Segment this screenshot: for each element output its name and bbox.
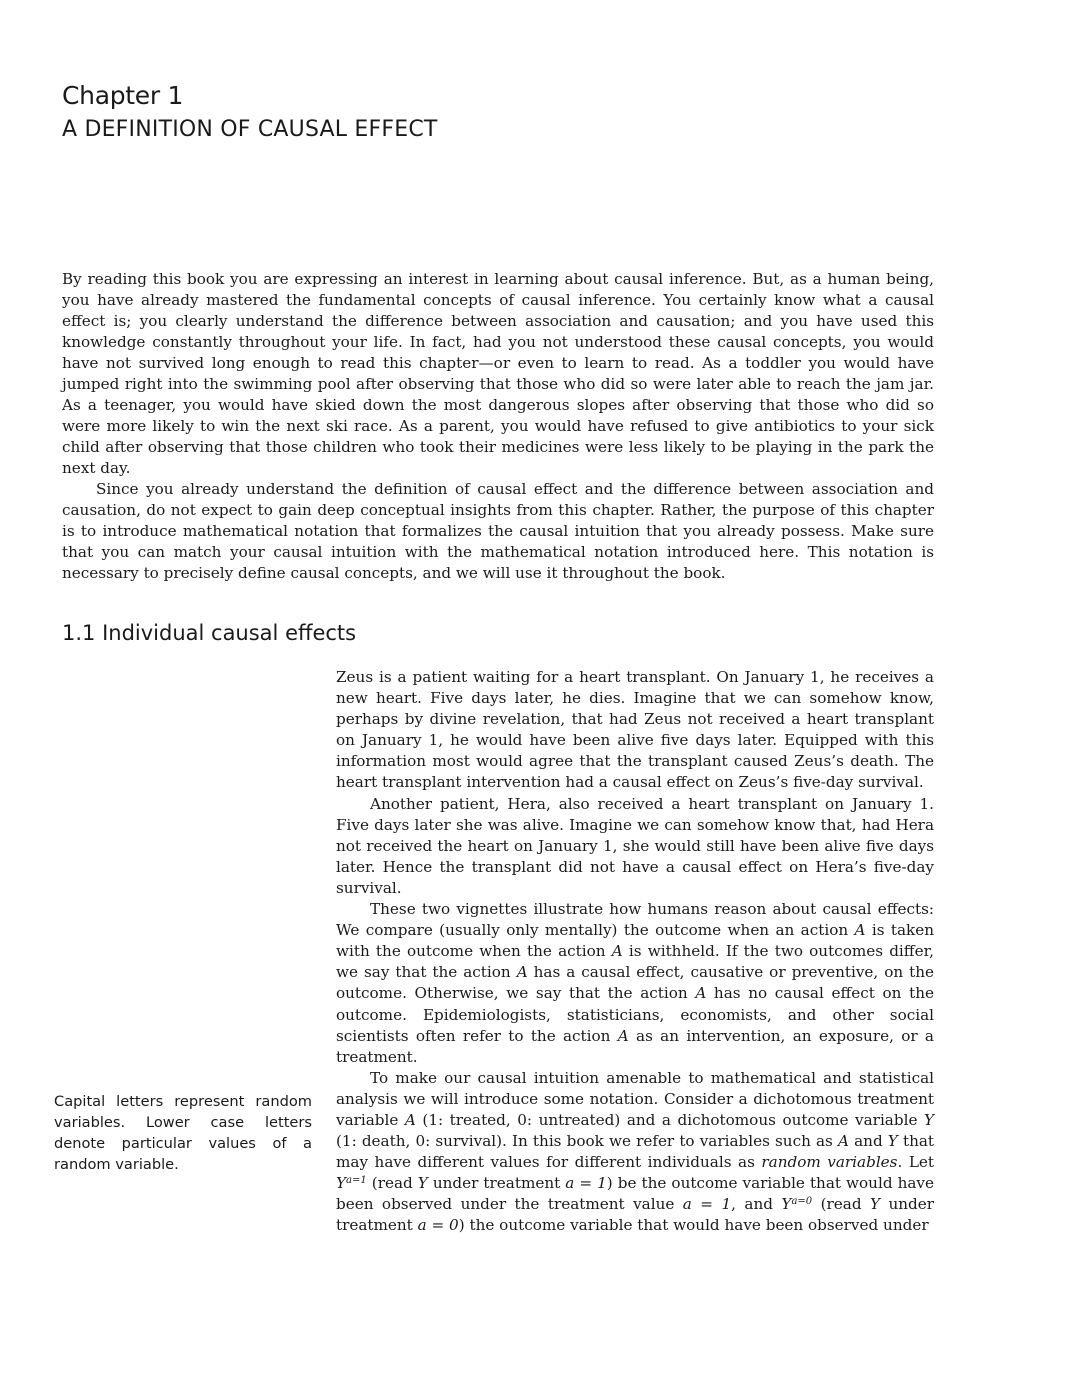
text-run: These two vignettes illustrate how humans reason about causal effects: We compare (usually only mentally) the outcome when an action bbox=[336, 900, 934, 940]
math-symbol: A bbox=[404, 1110, 416, 1129]
body-paragraph-3 bbox=[336, 899, 934, 1068]
text-run: , and bbox=[731, 1195, 782, 1214]
text-run: To make our causal intuition amenable to mathematical and statistical analysis we will introduce some notation. Consider a dichotomous treatment variable bbox=[336, 1068, 934, 1129]
section-title: 1.1 Individual causal effects bbox=[62, 621, 357, 645]
body-paragraph-4 bbox=[336, 1068, 934, 1237]
text-run: (1: death, 0: survival). In this book we refer to variables such as bbox=[336, 1132, 838, 1151]
text-run: is withheld. If the two outcomes differ, we say that the action bbox=[336, 942, 934, 982]
body-paragraph-1: Zeus is a patient waiting for a heart transplant. On January 1, he receives a new heart. Five days later, he dies. Imagine that we can somehow know, perhaps by divine revelation, that had Zeus not received a heart transplant on January 1, he would have been alive five days later. Equipped with this information most would agree that the transplant caused Zeus’s death. The heart transplant intervention had a causal effect on Zeus’s five-day survival. bbox=[336, 668, 934, 792]
text-run: ) be the outcome variable that would have been observed under the treatment value bbox=[336, 1174, 934, 1214]
text-run: has a causal effect, causative or preventive, on the outcome. Otherwise, we say that the action bbox=[336, 963, 935, 1003]
text-run: under treatment bbox=[427, 1174, 566, 1193]
math-symbol: A bbox=[838, 1132, 849, 1151]
math-superscript: a=1 bbox=[346, 1175, 367, 1187]
text-run: is taken with the outcome when the action bbox=[336, 921, 934, 961]
text-run: (read bbox=[812, 1195, 870, 1214]
math-symbol: A bbox=[854, 921, 866, 940]
math-symbol: Y bbox=[923, 1110, 934, 1129]
text-run: . Let bbox=[897, 1153, 934, 1172]
math-symbol: A bbox=[516, 963, 528, 982]
text-run: (1: treated, 0: untreated) and a dichotomous outcome variable bbox=[415, 1110, 924, 1129]
margin-note: Capital letters represent random variables. Lower case letters denote particular values of a random variable. bbox=[54, 1093, 312, 1173]
math-symbol: Y bbox=[870, 1195, 881, 1214]
emphasis-term: random variables bbox=[761, 1153, 898, 1172]
math-symbol: Y bbox=[417, 1174, 428, 1193]
intro-paragraph-2: Since you already understand the definition of causal effect and the difference between association and causation, do not expect to gain deep conceptual insights from this chapter. Rather, the purpose of this chapter is to introduce mathematical notation that formalizes the causal intuition that you already possess. Make sure that you can match your causal intuition with the mathematical notation introduced here. This notation is necessary to precisely define causal concepts, and we will use it throughout the book. bbox=[62, 480, 934, 582]
text-run: (read bbox=[366, 1174, 418, 1193]
math-symbol: A bbox=[611, 942, 623, 961]
section-body bbox=[336, 667, 934, 1237]
math-expression: a = 1 bbox=[682, 1195, 732, 1214]
chapter-label: Chapter 1 bbox=[62, 81, 184, 110]
body-paragraph-2: Another patient, Hera, also received a heart transplant on January 1. Five days later she was alive. Imagine we can somehow know that, had Hera not received the heart on January 1, she would still have been alive five days later. Hence the transplant did not have a causal effect on Hera’s five-day survival. bbox=[336, 794, 934, 897]
math-symbol: A bbox=[695, 984, 707, 1003]
text-run: and bbox=[848, 1132, 888, 1151]
text-run: under treatment bbox=[336, 1195, 935, 1235]
chapter-title: A DEFINITION OF CAUSAL EFFECT bbox=[62, 117, 438, 142]
text-run: ) the outcome variable that would have been observed under bbox=[458, 1216, 929, 1235]
math-symbol: Y bbox=[781, 1195, 792, 1214]
math-superscript: a=0 bbox=[791, 1196, 813, 1208]
text-run: that may have different values for different individuals as bbox=[336, 1132, 935, 1172]
math-expression: a = 0 bbox=[417, 1216, 459, 1235]
text-run: has no causal effect on the outcome. Epidemiologists, statisticians, economists, and other social scientists often refer to the action bbox=[336, 984, 934, 1045]
math-expression: a = 1 bbox=[565, 1174, 607, 1193]
math-symbol: Y bbox=[336, 1174, 347, 1193]
intro-paragraph-1: By reading this book you are expressing an interest in learning about causal inference. But, as a human being, you have already mastered the fundamental concepts of causal inference. You certainly know what a causal effect is; you clearly understand the difference between association and causation; and you have used this knowledge constantly throughout your life. In fact, had you not understood these causal concepts, you would have not survived long enough to read this chapter—or even to learn to read. As a toddler you would have jumped right into the swimming pool after observing that those who did so were later able to reach the jam jar. As a teenager, you would have skied down the most dangerous slopes after observing that those who did so were more likely to win the next ski race. As a parent, you would have refused to give antibiotics to your sick child after observing that those children who took their medicines were less likely to be playing in the park the next day. bbox=[62, 270, 934, 477]
chapter-introduction bbox=[62, 269, 934, 584]
math-symbol: Y bbox=[887, 1132, 898, 1151]
text-run: as an intervention, an exposure, or a treatment. bbox=[336, 1026, 934, 1066]
math-symbol: A bbox=[617, 1026, 629, 1045]
